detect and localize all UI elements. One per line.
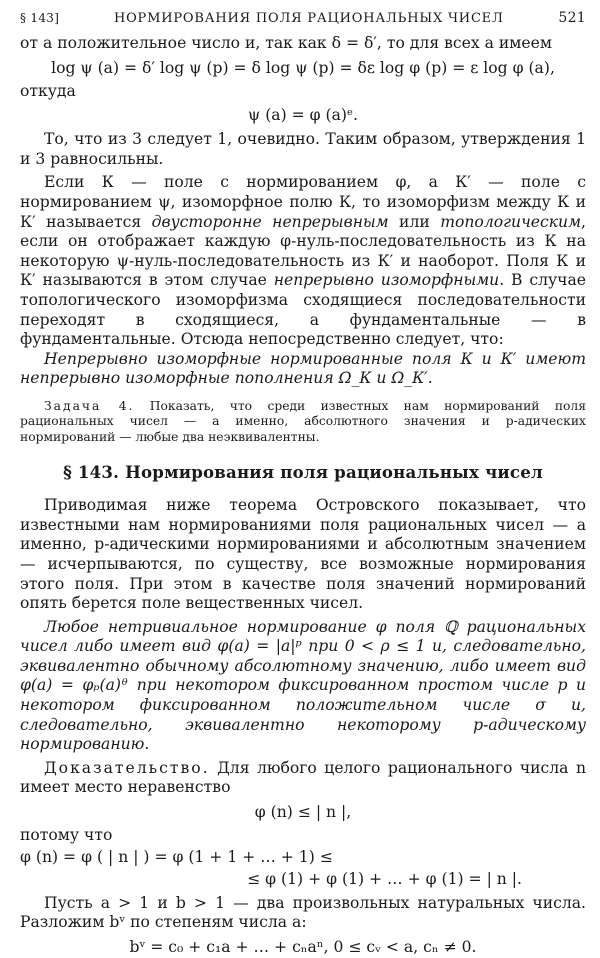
proof-label: Доказательство.	[44, 758, 210, 777]
formula-psi-equals-phi: ψ (a) = φ (a)ᵉ.	[248, 106, 358, 125]
text-segment: , если он отображает каждую φ-нуль-последовательность из К на некоторую ψ-нуль-последовательность из К′ и наоборот. Поля К и К′ называются в этом случае	[20, 212, 586, 290]
formula-base-a-expansion: bᵛ = c₀ + c₁a + … + cₙaⁿ, 0 ≤ cᵥ < a, cₙ ≠ 0.	[129, 937, 477, 956]
page-number: 521	[558, 10, 586, 26]
paragraph-because: потому что	[20, 826, 113, 845]
formula-phi-n-expansion: φ (n) = φ ( | n | ) = φ (1 + 1 + … + 1) ≤	[20, 847, 333, 866]
term-topological: топологическим	[440, 212, 582, 231]
text-segment: или	[388, 212, 441, 231]
paragraph-proof	[20, 759, 586, 798]
paragraph-equivalence: То, что из 3 следует 1, очевидно. Таким образом, утверждения 1 и 3 равносильны.	[20, 130, 586, 168]
section-reference: § 143]	[20, 11, 60, 25]
text-segment: . В случае топологического изоморфизма сходящиеся последовательности переходят в сходящиеся, а фундаментальные — в фундаментальные. Отсюда непосредственно следует, что:	[20, 271, 587, 349]
running-title: НОРМИРОВАНИЯ ПОЛЯ РАЦИОНАЛЬНЫХ ЧИСЕЛ	[113, 11, 504, 26]
formula-phi-n-bound: φ (n) ≤ | n |,	[254, 803, 352, 822]
exercise-text: Показать, что среди известных нам нормирований поля рациональных чисел — а именно, абсолютного значения и p-адических нормирований — любые два неэквивалентны.	[20, 398, 586, 444]
section-heading: § 143. Нормирования поля рациональных чисел	[63, 462, 543, 483]
exercise-label: Задача 4.	[44, 398, 135, 413]
running-head	[20, 10, 586, 26]
term-continuously-isomorphic: непрерывно изоморфными	[273, 271, 500, 290]
formula-log-psi: log ψ (a) = δ′ log ψ (p) = δ log ψ (p) = δε log φ (p) = ε log φ (a),	[51, 58, 555, 77]
paragraph-continuation: от a положительное число и, так как δ = δ′, то для всех a имеем	[20, 34, 552, 52]
exercise-4	[20, 399, 586, 445]
paragraph-ostrowski-intro: Приводимая ниже теорема Островского показывает, что известными нам нормированиями поля рациональных чисел — а именно, p-адическими нормированиями и абсолютным значением — исчерпываются, по существу, все возможные нормирования этого поля. При этом в качестве поля значений нормирований опять берется поле вещественных чисел.	[20, 496, 586, 613]
paragraph-natural-numbers: Пусть a > 1 и b > 1 — два произвольных натуральных числа. Разложим bᵛ по степеням числа a:	[20, 893, 586, 932]
paragraph-whence: откуда	[20, 81, 76, 100]
term-bicontinuous: двусторонне непрерывным	[151, 212, 389, 231]
proof-text: Для любого целого рационального числа n имеет место неравенство	[20, 758, 586, 797]
statement-completions: Непрерывно изоморфные нормированные поля К и К′ имеют непрерывно изоморфные пополнения Ω_К и Ω_К′.	[20, 349, 586, 388]
formula-phi-n-sum: ≤ φ (1) + φ (1) + … + φ (1) = | n |.	[247, 869, 522, 888]
text-segment: Если К — поле с нормированием φ, а К′ — поле с нормированием ψ, изоморфное полю К, то изоморфизм между К и К′ называется	[20, 173, 586, 231]
paragraph-topological-isomorphism	[20, 173, 586, 349]
theorem-ostrowski: Любое нетривиальное нормирование φ поля ℚ рациональных чисел либо имеет вид φ(a) = |a|ᵖ при 0 < ρ ≤ 1 и, следовательно, эквивалентно обычному абсолютному значению, либо имеет вид φ(a) = φₚ(a)ᶿ при некотором фиксированном простом числе p и некотором фиксированном положительном числе σ и, следовательно, эквивалентно некоторому p-адическому нормированию.	[20, 617, 586, 754]
